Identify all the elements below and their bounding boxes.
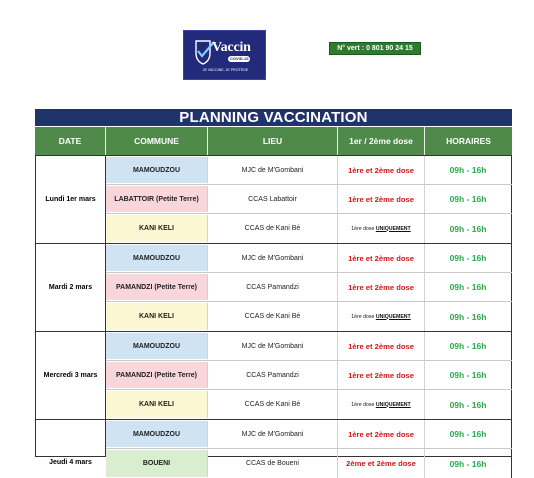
horaires-cell: 09h - 16h — [425, 244, 512, 272]
date-cell: Lundi 1er mars — [35, 156, 106, 243]
dose-text: 1ère dose — [351, 401, 375, 408]
dose-emphasis: UNIQUEMENT — [375, 313, 411, 320]
dose-cell — [338, 214, 425, 243]
commune-cell: MAMOUDZOU — [106, 245, 208, 271]
table-header — [35, 126, 512, 155]
col-lieu: LIEU — [208, 127, 338, 155]
dose-cell — [338, 302, 425, 331]
lieu-cell: CCAS de Kani Bé — [208, 302, 338, 331]
col-dose: 1er / 2ème dose — [338, 127, 425, 155]
dose-cell: 1ère et 2ème dose — [338, 332, 425, 360]
dose-emphasis: UNIQUEMENT — [375, 225, 411, 232]
dose-cell: 2ème et 2ème dose — [338, 449, 425, 478]
dose-cell — [338, 390, 425, 419]
lieu-cell: MJC de M'Gombani — [208, 156, 338, 184]
day-group — [35, 420, 512, 469]
dose-cell: 1ère et 2ème dose — [338, 156, 425, 184]
table-row — [106, 156, 512, 185]
vaccination-schedule-table — [35, 109, 512, 469]
table-row — [106, 273, 512, 302]
table-row — [106, 302, 512, 331]
day-group — [35, 244, 512, 332]
horaires-cell: 09h - 16h — [425, 449, 512, 478]
lieu-cell: CCAS de Kani Bé — [208, 390, 338, 419]
commune-cell: BOUENI — [106, 450, 208, 477]
dose-text: 1ère dose — [351, 225, 375, 232]
col-commune: COMMUNE — [106, 127, 208, 155]
vaccin-logo — [183, 30, 266, 80]
table-row — [106, 332, 512, 361]
date-text: Jeudi 4 mars — [49, 459, 92, 466]
commune-cell: MAMOUDZOU — [106, 157, 208, 183]
dose-text: 1ère dose — [351, 313, 375, 320]
day-group — [35, 332, 512, 420]
logo-brand: Vaccin — [212, 40, 251, 55]
table-row — [106, 390, 512, 419]
dose-cell: 1ère et 2ème dose — [338, 185, 425, 213]
horaires-cell: 09h - 16h — [425, 302, 512, 331]
commune-cell: MAMOUDZOU — [106, 333, 208, 359]
lieu-cell: CCAS Pamandzi — [208, 361, 338, 389]
horaires-cell: 09h - 16h — [425, 273, 512, 301]
commune-cell: PAMANDZI (Petite Terre) — [106, 274, 208, 300]
horaires-cell: 09h - 16h — [425, 332, 512, 360]
date-cell: Mardi 2 mars — [35, 244, 106, 331]
dose-cell: 1ère et 2ème dose — [338, 273, 425, 301]
commune-cell: MAMOUDZOU — [106, 421, 208, 447]
checkmark-shield-icon — [184, 31, 267, 81]
dose-cell: 1ère et 2ème dose — [338, 420, 425, 448]
commune-cell: PAMANDZI (Petite Terre) — [106, 362, 208, 388]
commune-cell: LABATTOIR (Petite Terre) — [106, 186, 208, 212]
col-date: DATE — [35, 127, 106, 155]
logo-sub: COVID-19 — [230, 56, 249, 61]
col-horaires: HORAIRES — [446, 136, 491, 146]
commune-cell: KANI KELI — [106, 215, 208, 242]
horaires-cell: 09h - 16h — [425, 420, 512, 448]
table-row — [106, 244, 512, 273]
table-title: PLANNING VACCINATION — [35, 109, 512, 126]
horaires-cell: 09h - 16h — [425, 156, 512, 184]
day-group — [35, 155, 512, 244]
lieu-cell: CCAS Pamandzi — [208, 273, 338, 301]
commune-cell: KANI KELI — [106, 303, 208, 330]
horaires-cell: 09h - 16h — [425, 185, 512, 213]
horaires-cell: 09h - 16h — [425, 361, 512, 389]
table-row — [106, 185, 512, 214]
table-row — [106, 449, 512, 478]
horaires-cell: 09h - 16h — [425, 214, 512, 243]
lieu-cell: CCAS Labattoir — [208, 185, 338, 213]
lieu-cell: CCAS de Boueni — [208, 449, 338, 478]
logo-tagline: JE VACCINE, JE PROTÈGE — [202, 68, 249, 72]
dose-cell: 1ère et 2ème dose — [338, 244, 425, 272]
table-row — [106, 420, 512, 449]
hotline-badge: N° vert : 0 801 90 24 15 — [329, 42, 421, 55]
dose-cell: 1ère et 2ème dose — [338, 361, 425, 389]
date-cell: Mercredi 3 mars — [35, 332, 106, 419]
horaires-cell: 09h - 16h — [425, 390, 512, 419]
date-cell — [35, 420, 106, 466]
commune-cell: KANI KELI — [106, 391, 208, 418]
table-row — [106, 214, 512, 243]
lieu-cell: MJC de M'Gombani — [208, 244, 338, 272]
lieu-cell: CCAS de Kani Bé — [208, 214, 338, 243]
table-row — [106, 361, 512, 390]
lieu-cell: MJC de M'Gombani — [208, 332, 338, 360]
dose-emphasis: UNIQUEMENT — [375, 401, 411, 408]
lieu-cell: MJC de M'Gombani — [208, 420, 338, 448]
